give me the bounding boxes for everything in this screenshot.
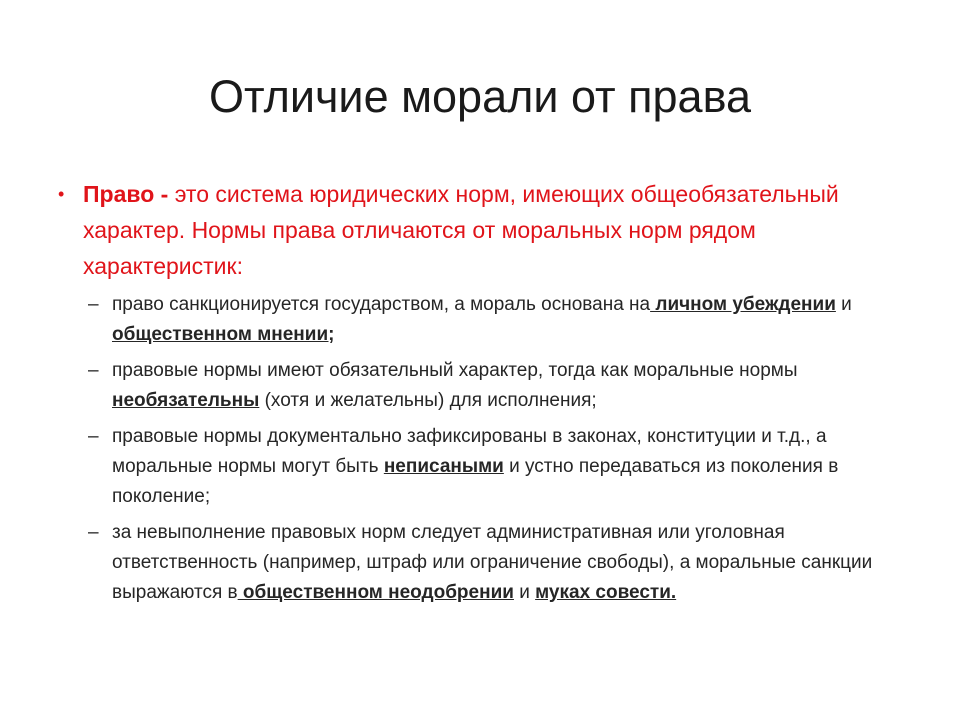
item-emphasis: личном убеждении (650, 294, 836, 315)
item-emphasis: общественном мнении; (112, 324, 335, 345)
dash-icon: – (88, 360, 99, 381)
item-text: правовые нормы документально зафиксированы в законах, конституции и т.д., а моральные нормы могут быть (112, 426, 827, 477)
item-emphasis: необязательны (112, 390, 260, 411)
list-item (56, 422, 916, 512)
term-label: Право - (83, 181, 169, 207)
slide-title: Отличие морали от права (208, 71, 752, 122)
dash-icon: – (88, 522, 99, 543)
main-bullet (56, 176, 916, 284)
item-emphasis: неписаными (383, 456, 504, 477)
item-text: и устно передаваться из поколения в поколение; (112, 456, 839, 507)
item-text: и (513, 582, 536, 603)
item-emphasis: муках совести. (535, 582, 677, 603)
list-item (56, 518, 916, 608)
definition-text: это система юридических норм, имеющих общеобязательный характер. Нормы права отличаются от моральных норм рядом характеристик: (83, 181, 839, 279)
slide-body (56, 176, 916, 614)
list-item (56, 356, 916, 416)
dash-icon: – (88, 426, 99, 447)
item-text: и (835, 294, 852, 315)
list-item (56, 290, 916, 350)
characteristics-list (56, 290, 916, 608)
item-emphasis: общественном неодобрении (237, 582, 514, 603)
item-text: право санкционируется государством, а мораль основана на (112, 294, 651, 315)
bullet-dot-icon: • (58, 184, 65, 204)
item-text: за невыполнение правовых норм следует административная или уголовная ответственность (например, штраф или ограничение свободы), а моральные санкции выражаются в (112, 522, 873, 603)
dash-icon: – (88, 294, 99, 315)
item-text: (хотя и желательны) для исполнения; (259, 390, 597, 411)
item-text: правовые нормы имеют обязательный характер, тогда как моральные нормы (112, 360, 798, 381)
